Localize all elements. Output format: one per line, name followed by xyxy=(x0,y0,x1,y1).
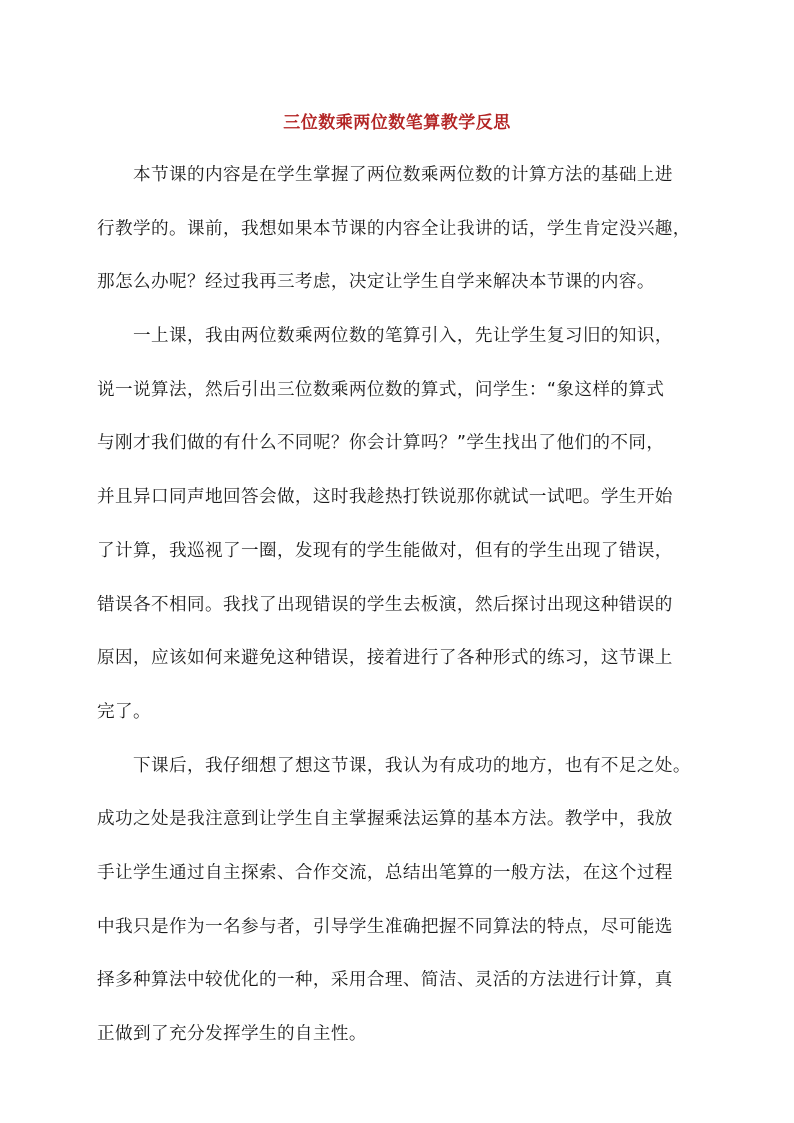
paragraph-2-line-4: 并且异口同声地回答会做，这时我趁热打铁说那你就试一试吧。学生开始 xyxy=(97,487,673,508)
paragraph-2-line-5: 了计算，我巡视了一圈，发现有的学生能做对，但有的学生出现了错误， xyxy=(97,540,673,561)
paragraph-3-line-3: 手让学生通过自主探索、合作交流，总结出笔算的一般方法，在这个过程 xyxy=(97,862,673,883)
paragraph-2-line-6: 错误各不相同。我找了出现错误的学生去板演，然后探讨出现这种错误的 xyxy=(97,594,673,615)
document-title: 三位数乘两位数笔算教学反思 xyxy=(283,113,511,133)
paragraph-1-line-3: 那怎么办呢？经过我再三考虑，决定让学生自学来解决本节课的内容。 xyxy=(97,272,655,293)
paragraph-2-line-7: 原因，应该如何来避免这种错误，接着进行了各种形式的练习，这节课上 xyxy=(97,648,673,669)
paragraph-2-line-2: 说一说算法，然后引出三位数乘两位数的算式，问学生：“象这样的算式 xyxy=(97,379,665,400)
paragraph-1-line-1: 本节课的内容是在学生掌握了两位数乘两位数的计算方法的基础上进 xyxy=(133,165,673,185)
paragraph-3-line-6: 正做到了充分发挥学生的自主性。 xyxy=(97,1024,367,1044)
paragraph-2-line-3: 与刚才我们做的有什么不同呢？你会计算吗？”学生找出了他们的不同， xyxy=(97,433,665,454)
paragraph-3-line-2: 成功之处是我注意到让学生自主掌握乘法运算的基本方法。教学中，我放 xyxy=(97,809,673,830)
paragraph-3-line-5: 择多种算法中较优化的一种，采用合理、简洁、灵活的方法进行计算，真 xyxy=(97,970,673,991)
document-body xyxy=(97,155,697,1068)
paragraph-3-line-1: 下课后，我仔细想了想这节课，我认为有成功的地方，也有不足之处。 xyxy=(133,755,691,776)
paragraph-1-line-2: 行教学的。课前，我想如果本节课的内容全让我讲的话，学生肯定没兴趣， xyxy=(97,218,691,239)
paragraph-3-line-4: 中我只是作为一名参与者，引导学生准确把握不同算法的特点，尽可能选 xyxy=(97,916,673,937)
paragraph-2-line-8: 完了。 xyxy=(97,701,151,722)
paragraph-2-line-1: 一上课，我由两位数乘两位数的笔算引入，先让学生复习旧的知识， xyxy=(133,326,673,347)
